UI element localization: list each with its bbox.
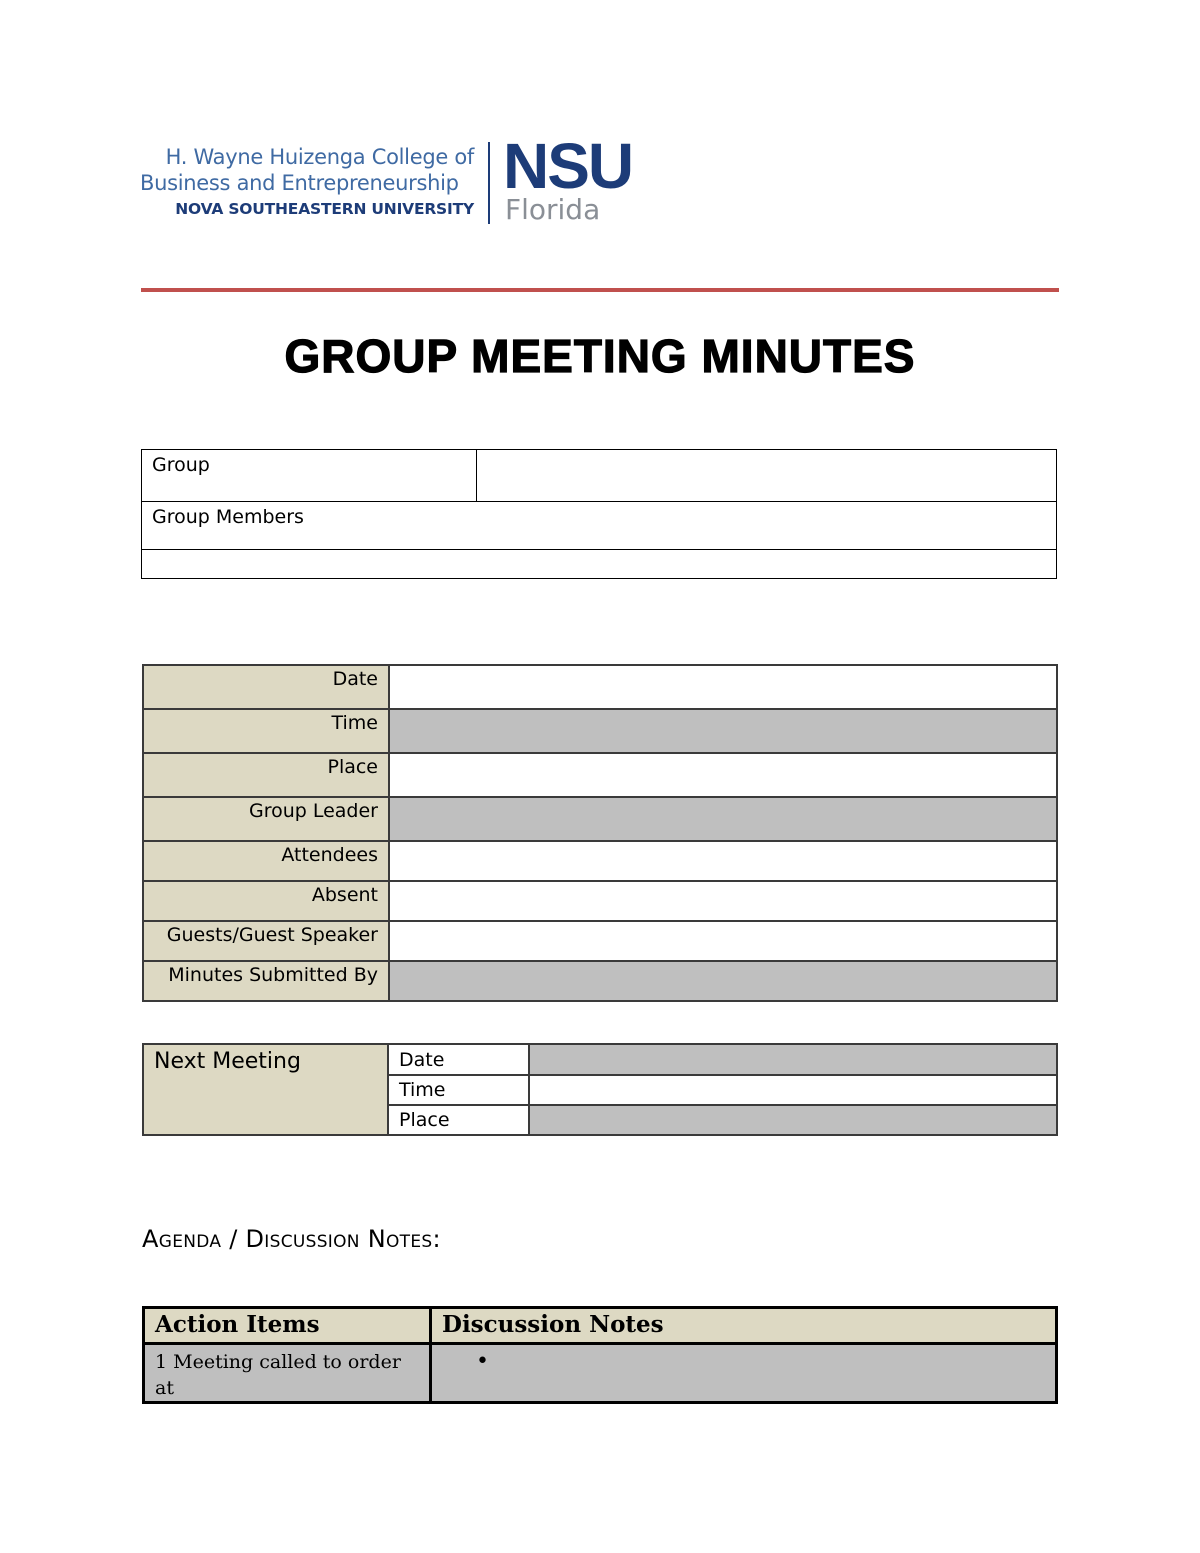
attendees-field[interactable]	[389, 841, 1057, 881]
college-name-line1: H. Wayne Huizenga College of	[165, 145, 474, 169]
next-date-field[interactable]	[529, 1044, 1057, 1075]
logo-divider	[488, 142, 490, 224]
nsu-wordmark: NSU	[503, 130, 633, 202]
guests-field[interactable]	[389, 921, 1057, 961]
meeting-info-table	[142, 664, 1058, 1002]
page-title: GROUP MEETING MINUTES	[284, 330, 916, 382]
bullet-point: •	[476, 1349, 489, 1374]
next-time-label: Time	[388, 1075, 529, 1105]
college-logo	[140, 144, 474, 220]
florida-wordmark: Florida	[505, 193, 601, 226]
next-place-label: Place	[388, 1105, 529, 1135]
group-members-field[interactable]	[142, 550, 1057, 579]
next-meeting-table	[142, 1043, 1058, 1136]
group-leader-label: Group Leader	[143, 797, 389, 841]
college-name-line2: Business and Entrepreneurship	[140, 171, 459, 195]
discussion-notes-header: Discussion Notes	[431, 1308, 1057, 1344]
date-field[interactable]	[389, 665, 1057, 709]
group-members-label: Group Members	[142, 502, 1057, 550]
group-leader-field[interactable]	[389, 797, 1057, 841]
university-name: NOVA SOUTHEASTERN UNIVERSITY	[175, 200, 474, 218]
next-date-label: Date	[388, 1044, 529, 1075]
action-item-cell[interactable]: 1 Meeting called to order at	[144, 1344, 431, 1403]
time-label: Time	[143, 709, 389, 753]
discussion-notes-cell[interactable]	[431, 1344, 1057, 1403]
absent-label: Absent	[143, 881, 389, 921]
next-meeting-label: Next Meeting	[143, 1044, 388, 1135]
date-label: Date	[143, 665, 389, 709]
group-field[interactable]	[477, 450, 1057, 502]
next-place-field[interactable]	[529, 1105, 1057, 1135]
group-table	[141, 449, 1057, 579]
absent-field[interactable]	[389, 881, 1057, 921]
agenda-heading: Agenda / Discussion Notes:	[142, 1225, 441, 1253]
place-field[interactable]	[389, 753, 1057, 797]
place-label: Place	[143, 753, 389, 797]
action-items-header: Action Items	[144, 1308, 431, 1344]
minutes-submitted-by-field[interactable]	[389, 961, 1057, 1001]
header-rule	[141, 288, 1059, 292]
minutes-submitted-by-label: Minutes Submitted By	[143, 961, 389, 1001]
attendees-label: Attendees	[143, 841, 389, 881]
time-field[interactable]	[389, 709, 1057, 753]
group-label: Group	[142, 450, 477, 502]
action-items-table	[142, 1306, 1058, 1404]
guests-label: Guests/Guest Speaker	[143, 921, 389, 961]
next-time-field[interactable]	[529, 1075, 1057, 1105]
